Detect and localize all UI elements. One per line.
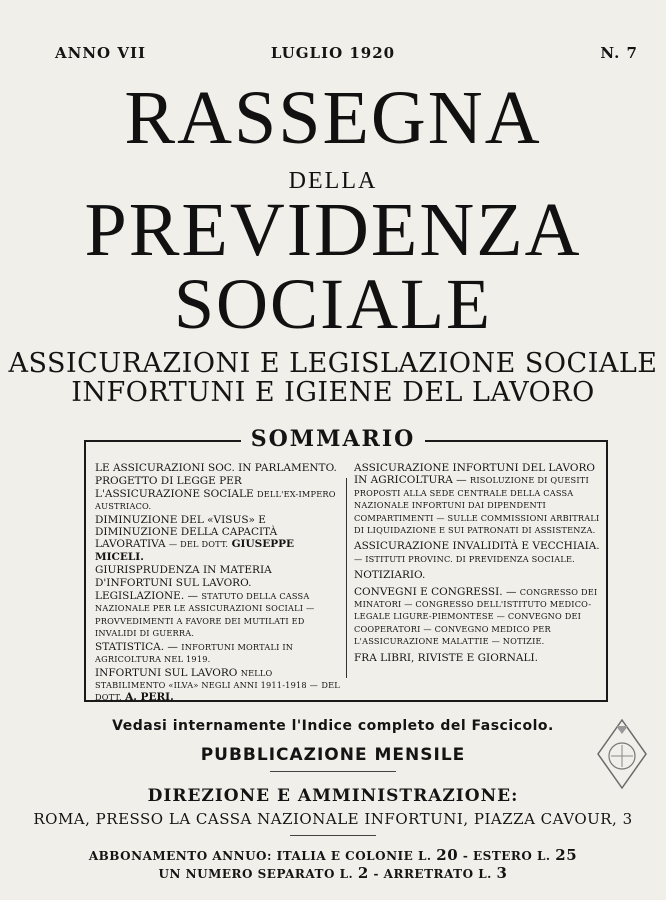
sommario-left-column xyxy=(95,462,343,705)
single-issue-price-line: UN NUMERO SEPARATO L. 2 - ARRETRATO L. 3 xyxy=(158,864,508,882)
issue-number: N. 7 xyxy=(600,44,638,62)
sommario-right-column xyxy=(354,462,602,665)
masthead-previdenza: PREVIDENZA xyxy=(84,188,582,272)
list-item: CONVEGNI E CONGRESSI. — CONGRESSO DEI MINATORI — CONGRESSO DELL'ISTITUTO MEDICO-LEGALE LIGURE-PIEMONTESE — CONVEGNO DEI COOPERATORI — CONVEGNO MEDICO PER L'ASSICURAZIONE MALATTIE — NOTIZIE. xyxy=(354,585,598,647)
sommario-divider xyxy=(346,478,347,678)
list-item: ASSICURAZIONE INVALIDITÀ E VECCHIAIA. — ISTITUTI PROVINC. DI PREVIDENZA SOCIALE. xyxy=(354,540,600,564)
list-item: NOTIZIARIO. xyxy=(354,569,426,582)
divider-rule xyxy=(270,771,396,772)
list-item: INFORTUNI SUL LAVORO NELLO STABILIMENTO «ILVA» NEGLI ANNI 1911-1918 — DEL DOTT. A. PERI. xyxy=(95,666,340,704)
list-item: ASSICURAZIONE INFORTUNI DEL LAVORO IN AGRICOLTURA — RISOLUZIONE DI QUESITI PROPOSTI ALLA SEDE CENTRALE DELLA CASSA NAZIONALE INFORTUNI DAI DIPENDENTI COMPARTIMENTI — SULLE COMMISSIONI ARBITRALI DI LIQUIDAZIONE E SUI PATRONATI DI ASSISTENZA. xyxy=(354,462,600,536)
address-line: ROMA, PRESSO LA CASSA NAZIONALE INFORTUNI, PIAZZA CAVOUR, 3 xyxy=(33,810,633,828)
masthead-della: DELLA xyxy=(288,168,378,194)
list-item: PROGETTO DI LEGGE PER L'ASSICURAZIONE SOCIALE DELL'EX-IMPERO AUSTRIACO. xyxy=(95,475,336,512)
list-item: STATISTICA. — INFORTUNI MORTALI IN AGRICOLTURA NEL 1919. xyxy=(95,640,294,665)
subtitle-line1: ASSICURAZIONI E LEGISLAZIONE SOCIALE xyxy=(8,348,658,379)
list-item: FRA LIBRI, RIVISTE E GIORNALI. xyxy=(354,651,538,664)
masthead-sociale: SOCIALE xyxy=(174,264,492,344)
subscription-line: ABBONAMENTO ANNUO: ITALIA E COLONIE L. 20 - ESTERO L. 25 xyxy=(88,846,578,864)
publication-frequency: PUBBLICAZIONE MENSILE xyxy=(200,745,466,765)
volume-label: ANNO VII xyxy=(55,44,147,62)
list-item: DIMINUZIONE DEL «VISUS» E DIMINUZIONE DELLA CAPACITÀ LAVORATIVA — DEL DOTT. GIUSEPPE MICELI. xyxy=(95,513,294,563)
library-stamp-icon xyxy=(594,718,650,790)
masthead-rassegna: RASSEGNA xyxy=(124,76,542,160)
list-item: LE ASSICURAZIONI SOC. IN PARLAMENTO. xyxy=(95,462,337,474)
direction-heading: DIREZIONE E AMMINISTRAZIONE: xyxy=(147,786,519,806)
subtitle-line2: INFORTUNI E IGIENE DEL LAVORO xyxy=(71,377,595,408)
sommario-heading: SOMMARIO xyxy=(0,426,666,452)
divider-rule xyxy=(290,835,376,836)
index-note: Vedasi internamente l'Indice completo del Fascicolo. xyxy=(112,718,554,734)
list-item: LEGISLAZIONE. — STATUTO DELLA CASSA NAZIONALE PER LE ASSICURAZIONI SOCIALI — PROVVEDIMENTI A FAVORE DEI MUTILATI ED INVALIDI DI GUERRA. xyxy=(95,590,315,639)
list-item: GIURISPRUDENZA IN MATERIA D'INFORTUNI SUL LAVORO. xyxy=(95,564,272,589)
issue-date: LUGLIO 1920 xyxy=(270,44,396,62)
